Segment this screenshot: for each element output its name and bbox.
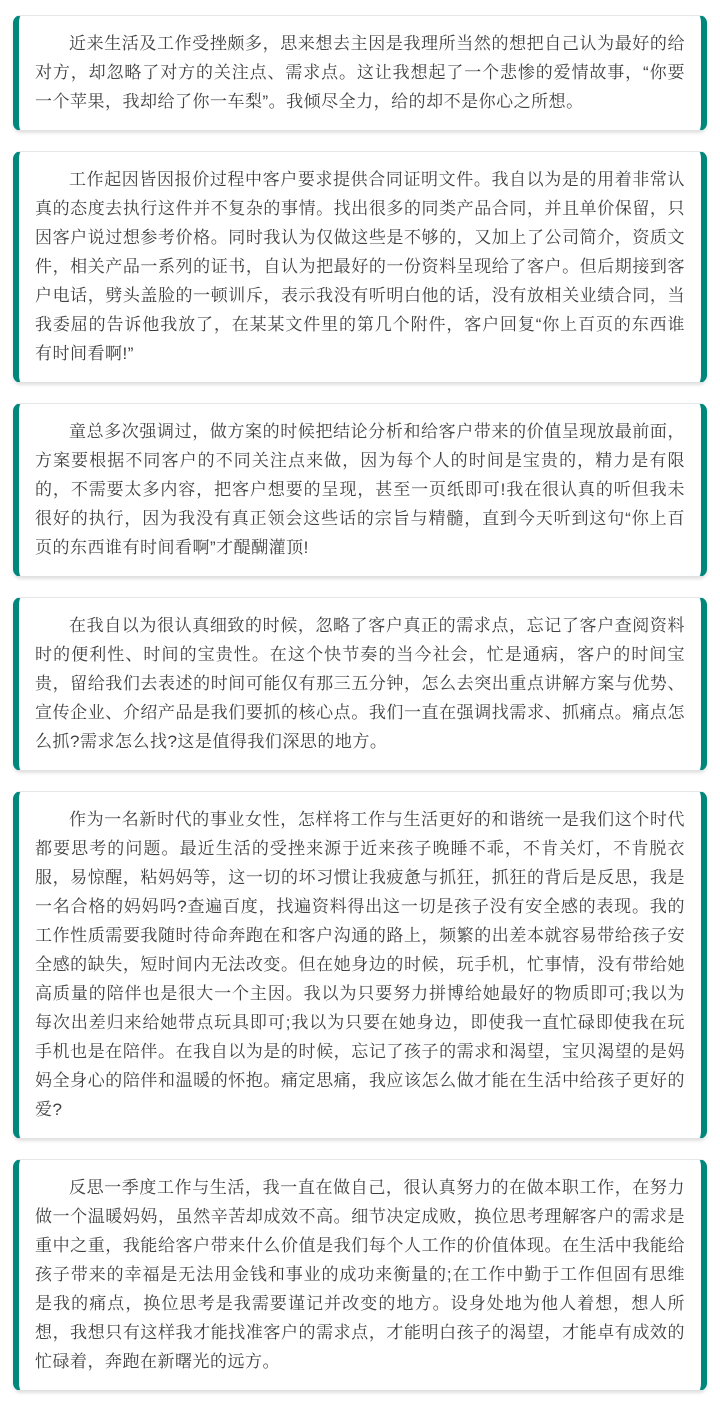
- paragraph-card-1: [13, 15, 707, 131]
- paragraph-text-3: 童总多次强调过，做方案的时候把结论分析和给客户带来的价值呈现放最前面，方案要根据不同客户的不同关注点来做，因为每个人的时间是宝贵的，精力是有限的，不需要太多内容，把客户想要的呈现，甚至一页纸即可!我在很认真的听但我未很好的执行，因为我没有真正领会这些话的宗旨与精髓，直到今天听到这句“你上百页的东西谁有时间看啊”才醍醐灌顶!: [35, 422, 685, 557]
- paragraph-text-2: 工作起因皆因报价过程中客户要求提供合同证明文件。我自以为是的用着非常认真的态度去执行这件并不复杂的事情。找出很多的同类产品合同，并且单价保留，只因客户说过想参考价格。同时我认为仅做这些是不够的，又加上了公司简介，资质文件，相关产品一系列的证书，自认为把最好的一份资料呈现给了客户。但后期接到客户电话，劈头盖脸的一顿训斥，表示我没有听明白他的话，没有放相关业绩合同，当我委屈的告诉他我放了，在某某文件里的第几个附件，客户回复“你上百页的东西谁有时间看啊!”: [35, 170, 685, 363]
- paragraph-card-4: [13, 597, 707, 771]
- paragraph-text-4: 在我自以为很认真细致的时候，忽略了客户真正的需求点，忘记了客户查阅资料时的便利性、时间的宝贵性。在这个快节奏的当今社会，忙是通病，客户的时间宝贵，留给我们去表述的时间可能仅有那三五分钟，怎么去突出重点讲解方案与优势、宣传企业、介绍产品是我们要抓的核心点。我们一直在强调找需求、抓痛点。痛点怎么抓?需求怎么找?这是值得我们深思的地方。: [35, 616, 685, 751]
- paragraph-card-5: [13, 791, 707, 1139]
- paragraph-text-5: 作为一名新时代的事业女性，怎样将工作与生活更好的和谐统一是我们这个时代都要思考的问题。最近生活的受挫来源于近来孩子晚睡不乖，不肯关灯，不肯脱衣服，易惊醒，粘妈妈等，这一切的坏习惯让我疲惫与抓狂，抓狂的背后是反思，我是一名合格的妈妈吗?查遍百度，找遍资料得出这一切是孩子没有安全感的表现。我的工作性质需要我随时待命奔跑在和客户沟通的路上，频繁的出差本就容易带给孩子安全感的缺失，短时间内无法改变。但在她身边的时候，玩手机，忙事情，没有带给她高质量的陪伴也是很大一个主因。我以为只要努力拼博给她最好的物质即可;我以为每次出差归来给她带点玩具即可;我以为只要在她身边，即使我一直忙碌即使我在玩手机也是在陪伴。在我自以为是的时候，忘记了孩子的需求和渴望，宝贝渴望的是妈妈全身心的陪伴和温暖的怀抱。痛定思痛，我应该怎么做才能在生活中给孩子更好的爱?: [35, 810, 685, 1119]
- paragraph-card-3: [13, 403, 707, 577]
- paragraph-card-2: [13, 151, 707, 383]
- paragraph-text-1: 近来生活及工作受挫颇多，思来想去主因是我理所当然的想把自己认为最好的给对方，却忽略了对方的关注点、需求点。这让我想起了一个悲惨的爱情故事，“你要一个苹果，我却给了你一车梨”。我倾尽全力，给的却不是你心之所想。: [35, 34, 685, 111]
- paragraph-text-6: 反思一季度工作与生活，我一直在做自己，很认真努力的在做本职工作，在努力做一个温暖妈妈，虽然辛苦却成效不高。细节决定成败，换位思考理解客户的需求是重中之重，我能给客户带来什么价值是我们每个人工作的价值体现。在生活中我能给孩子带来的幸福是无法用金钱和事业的成功来衡量的;在工作中勤于工作但固有思维是我的痛点，换位思考是我需要谨记并改变的地方。设身处地为他人着想，想人所想，我想只有这样我才能找准客户的需求点，才能明白孩子的渴望，才能卓有成效的忙碌着，奔跑在新曙光的远方。: [35, 1178, 685, 1371]
- paragraph-card-6: [13, 1159, 707, 1391]
